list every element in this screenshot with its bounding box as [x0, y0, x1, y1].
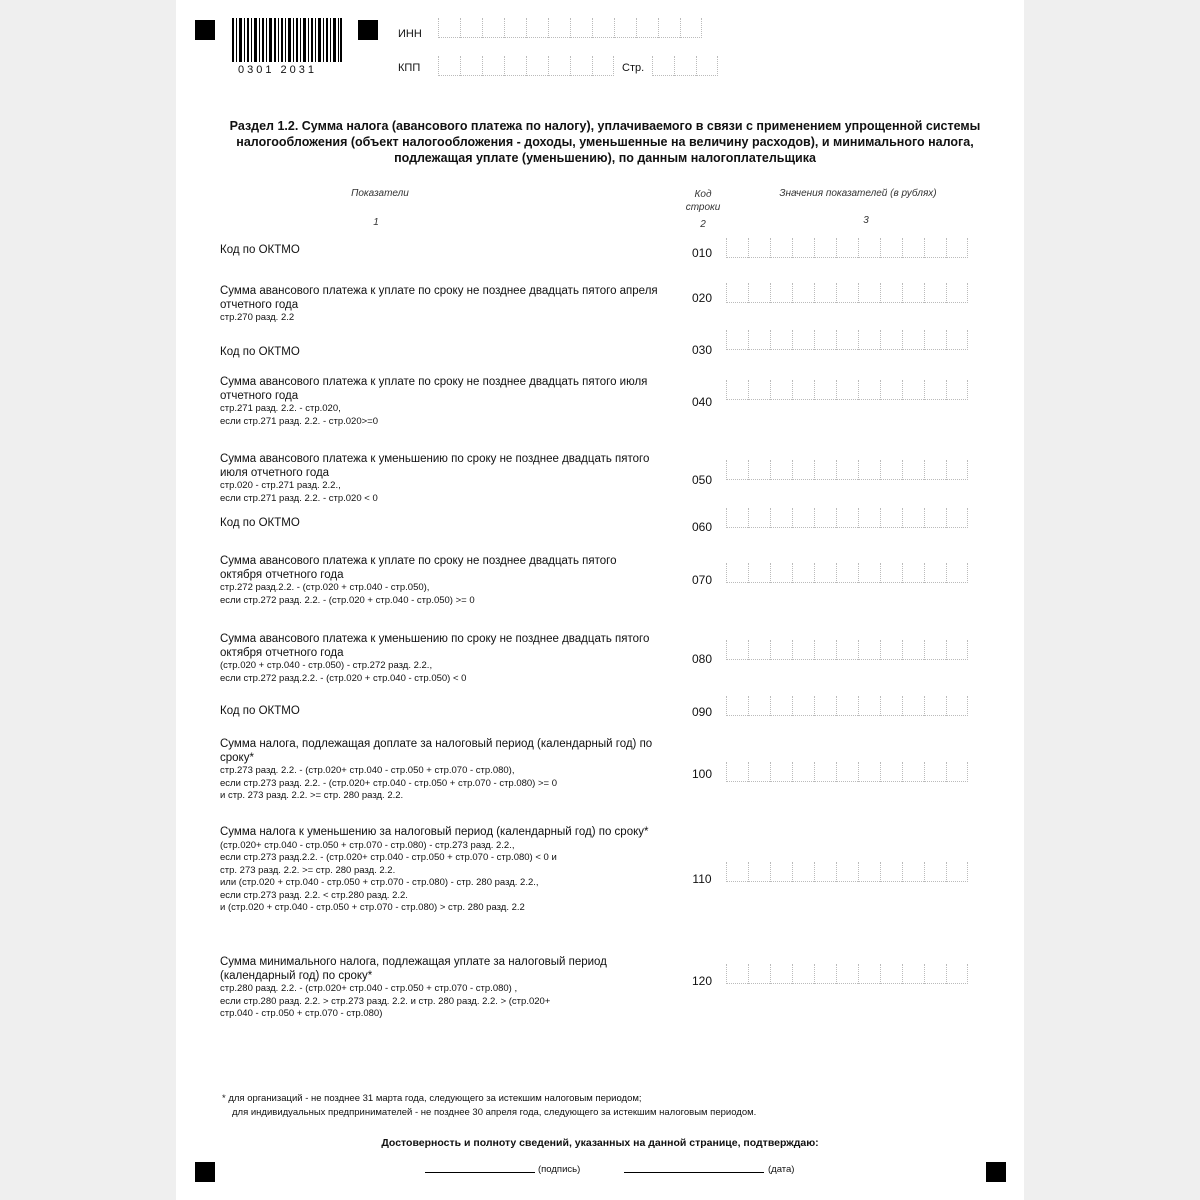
kpp-field[interactable] [438, 56, 614, 76]
row-110-value-field[interactable] [726, 862, 968, 882]
row-040-value-field[interactable] [726, 380, 968, 400]
signature-line[interactable] [425, 1172, 535, 1173]
column-number-1: 1 [373, 217, 379, 228]
column-number-2: 2 [700, 219, 706, 230]
inn-label: ИНН [398, 28, 422, 40]
row-020-code: 020 [691, 291, 713, 305]
row-060-label: Код по ОКТМО [220, 517, 300, 529]
row-090-code: 090 [691, 705, 713, 719]
row-070-value-field[interactable] [726, 563, 968, 583]
row-030-label: Код по ОКТМО [220, 346, 300, 358]
signature-label: (подпись) [538, 1164, 581, 1175]
row-070-code: 070 [691, 573, 713, 587]
row-080-value-field[interactable] [726, 640, 968, 660]
row-120-label: Сумма минимального налога, подлежащая уплате за налоговый период (календарный год) по сроку* стр.280 разд. 2.2. - (стр.020+ стр.040 - стр.050 + стр.070 - стр.080) , если стр.280 разд. 2.2. > стр.273 разд. 2.2. и стр. 280 разд. 2.2. > (стр.020+ стр.040 - стр.050 + стр.070 - стр.080) [220, 956, 607, 1019]
row-020-label: Сумма авансового платежа к уплате по сроку не позднее двадцать пятого апреля отчетного года стр.270 разд. 2.2 [220, 285, 658, 323]
row-020-value-field[interactable] [726, 283, 968, 303]
row-030-code: 030 [691, 343, 713, 357]
footnote-organizations: * для организаций - не позднее 31 марта года, следующего за истекшим налоговым периодом; [222, 1093, 642, 1104]
kpp-label: КПП [398, 62, 421, 74]
barcode-image [232, 18, 342, 62]
row-070-label: Сумма авансового платежа к уплате по сроку не позднее двадцать пятого октября отчетного года стр.272 разд.2.2. - (стр.020 + стр.040 - стр.050), если стр.272 разд. 2.2. - (стр.020 + стр.040 - стр.050) >= 0 [220, 555, 617, 606]
page-number-field[interactable] [652, 56, 718, 76]
row-060-value-field[interactable] [726, 508, 968, 528]
row-120-code: 120 [691, 974, 713, 988]
row-030-value-field[interactable] [726, 330, 968, 350]
corner-marker-bottom-right [986, 1162, 1006, 1182]
column-header-indicators: Показатели [351, 188, 409, 199]
row-080-label: Сумма авансового платежа к уменьшению по сроку не позднее двадцать пятого октября отчетного года (стр.020 + стр.040 - стр.050) - стр.272 разд. 2.2., если стр.272 разд.2.2. - (стр.020 + стр.040 - стр.050) < 0 [220, 633, 650, 684]
row-050-code: 050 [691, 473, 713, 487]
row-050-label: Сумма авансового платежа к уменьшению по сроку не позднее двадцать пятого июля отчетного года стр.020 - стр.271 разд. 2.2., если стр.271 разд. 2.2. - стр.020 < 0 [220, 453, 650, 504]
row-100-code: 100 [691, 767, 713, 781]
page-label: Стр. [622, 62, 645, 74]
inn-field[interactable] [438, 18, 702, 38]
row-080-code: 080 [691, 652, 713, 666]
date-label: (дата) [768, 1164, 795, 1175]
column-header-line-code: Код строки [685, 189, 721, 213]
row-040-label: Сумма авансового платежа к уплате по сроку не позднее двадцать пятого июля отчетного года стр.271 разд. 2.2. - стр.020, если стр.271 разд. 2.2. - стр.020>=0 [220, 376, 648, 427]
row-060-code: 060 [691, 520, 713, 534]
corner-marker-top-right [358, 20, 378, 40]
row-090-label: Код по ОКТМО [220, 705, 300, 717]
row-010-value-field[interactable] [726, 238, 968, 258]
corner-marker-bottom-left [195, 1162, 215, 1182]
confirmation-text: Достоверность и полноту сведений, указанных на данной странице, подтверждаю: [381, 1137, 819, 1149]
row-110-code: 110 [692, 872, 712, 886]
row-010-label: Код по ОКТМО [220, 244, 300, 256]
column-number-3: 3 [863, 215, 869, 226]
footnote-entrepreneurs: для индивидуальных предпринимателей - не позднее 30 апреля года, следующего за истекшим налоговым периодом. [232, 1107, 757, 1118]
barcode-number: 0301 2031 [238, 64, 317, 76]
section-title: Раздел 1.2. Сумма налога (авансового платежа по налогу), уплачиваемого в связи с применением упрощенной системы налогообложения (объект налогообложения - доходы, уменьшенные на величину расходов), и минимального налога, подлежащая уплате (уменьшению), по данным налогоплательщика [229, 119, 981, 165]
row-100-label: Сумма налога, подлежащая доплате за налоговый период (календарный год) по сроку* стр.273 разд. 2.2. - (стр.020+ стр.040 - стр.050 + стр.070 - стр.080), если стр.273 разд. 2.2. - (стр.020+ стр.040 - стр.050 + стр.070 - стр.080) >= 0 и стр. 273 разд. 2.2. >= стр. 280 разд. 2.2. [220, 738, 653, 801]
row-040-code: 040 [691, 395, 713, 409]
row-120-value-field[interactable] [726, 964, 968, 984]
row-010-code: 010 [691, 246, 713, 260]
corner-marker-top-left [195, 20, 215, 40]
row-050-value-field[interactable] [726, 460, 968, 480]
row-110-label: Сумма налога к уменьшению за налоговый период (календарный год) по сроку* (стр.020+ стр.040 - стр.050 + стр.070 - стр.080) - стр.273 разд. 2.2., если стр.273 разд.2.2. - (стр.020+ стр.040 - стр.050 + стр.070 - стр.080) < 0 и стр. 273 разд. 2.2. >= стр. 280 разд. 2.2. или (стр.020 + стр.040 - стр.050 + стр.070 - стр.080) - стр. 280 разд. 2.2., если стр.273 разд. 2.2. < стр.280 разд. 2.2. и (стр.020 + стр.040 - стр.050 + стр.070 - стр.080) > стр. 280 разд. 2.2 [220, 826, 649, 913]
row-100-value-field[interactable] [726, 762, 968, 782]
row-090-value-field[interactable] [726, 696, 968, 716]
date-line[interactable] [624, 1172, 764, 1173]
column-header-values: Значения показателей (в рублях) [779, 188, 937, 199]
